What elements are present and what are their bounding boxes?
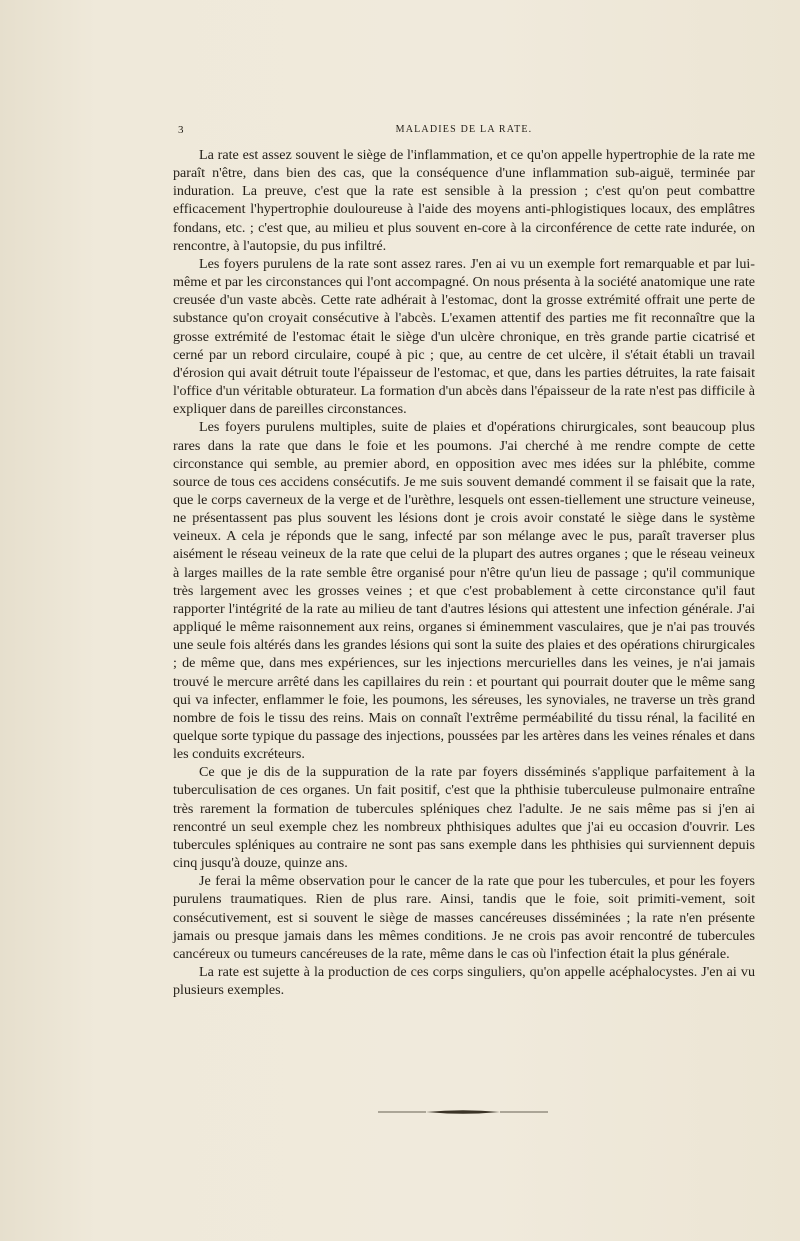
page-number: 3	[178, 124, 184, 136]
paragraph-cancer: Je ferai la même observation pour le cancer de la rate que pour les tubercules, et pour les foyers purulens traumatiques. Rien de plus rare. Ainsi, tandis que le foie, soit primiti-vement, soit consécutivement, est si souvent le siège de masses cancéreuses disséminées ; la rate n'en présente jamais ou presque jamais dans les mêmes conditions. Je ne crois pas avoir rencontré de tubercules cancéreux ou tumeurs cancéreuses de la rate, même dans le cas où l'infection était la plus générale.	[173, 873, 755, 962]
page-header	[178, 124, 750, 140]
section-end-rule	[378, 1109, 548, 1115]
paragraph-foyers-multiples: Les foyers purulens multiples, suite de plaies et d'opérations chirurgicales, sont beaucoup plus rares dans la rate que dans le foie et les poumons. J'ai cherché à me rendre compte de cette circonstance qui semble, au premier abord, en opposition avec mes idées sur la phlébite, comme source de tous ces accidens consécutifs. Je me suis souvent demandé comment il se faisait que la rate, que le corps caverneux de la verge et de l'urèthre, lesquels ont essen-tiellement une structure veineuse, ne présentassent pas plus souvent les lésions dont je crois avoir constaté le siège dans le système veineux. A cela je réponds que le sang, infecté par son mélange avec le pus, paraît traverser plus aisément le réseau veineux de la rate que celui de la plupart des autres organes ; que le réseau veineux à larges mailles de la rate semble être organisé pour n'être qu'un lieu de passage ; qu'il communique très largement avec les grosses veines ; et que c'est probablement à cette circonstance qu'il faut rapporter l'intégrité de la rate au milieu de tant d'autres lésions qui attestent une infection générale. J'ai appliqué le même raisonnement aux reins, organes si éminemment vasculaires, que je n'ai pas trouvés une seule fois altérés dans les grandes lésions qui sont la suite des plaies et des opérations chirurgicales ; de même que, dans mes expériences, sur les injections mercurielles dans les veines, je n'ai jamais trouvé le mercure arrêté dans les capillaires du rein : et pourtant qui pourrait douter que le même sang qui va infecter, enflammer le foie, les poumons, les séreuses, les synoviales, ne traverse un très grand nombre de fois le tissu des reins. Mais on connaît l'extrême perméabilité du tissu rénal, la facilité en quelque sorte typique du passage des injections, poussées par les artères dans les veines rénales et dans les conduits excréteurs.	[173, 419, 755, 763]
paragraph-inflammation: La rate est assez souvent le siège de l'inflammation, et ce qu'on appelle hypertrophie de la rate me paraît n'être, dans bien des cas, que la conséquence d'une inflammation sub-aiguë, terminée par induration. La preuve, c'est que la rate est sensible à la pression ; c'est qu'on peut combattre efficacement l'hypertrophie douloureuse à l'aide des moyens anti-phlogistiques locaux, des emplâtres fondans, etc. ; c'est que, au milieu et plus souvent en-core à la circonférence de cette rate indurée, on rencontre, à l'autopsie, du pus infiltré.	[173, 147, 755, 254]
running-head: MALADIES DE LA RATE.	[395, 124, 533, 135]
paragraph-tuberculisation: Ce que je dis de la suppuration de la rate par foyers disséminés s'applique parfaitement à la tuberculisation de ces organes. Un fait positif, c'est que la phthisie tuberculeuse pulmonaire entraîne très rarement la formation de tubercules spléniques chez l'adulte. Je ne sais même pas si j'en ai rencontré un seul exemple chez les nombreux phthisiques adultes que j'ai eu occasion d'ouvrir. Les tubercules spléniques au contraire ne sont pas sans exemple dans les phthisies qui surviennent depuis cinq jusqu'à douze, quinze ans.	[173, 764, 755, 872]
body-text	[173, 146, 755, 999]
paragraph-foyers-purulens: Les foyers purulens de la rate sont assez rares. J'en ai vu un exemple fort remarquable et par lui-même et par les circonstances qui l'ont accompagné. On nous présenta à la société anatomique une rate creusée d'un vaste abcès. Cette rate adhérait à l'estomac, dont la grosse extrémité offrait une perte de substance qu'on croyait consécutive à l'abcès. L'examen attentif des parties me fit reconnaître que la grosse extrémité de l'estomac était le siège d'un ulcère chronique, en très grande partie cicatrisé et cerné par un rebord circulaire, coupé à pic ; que, au centre de cet ulcère, il s'était établi un travail d'érosion qui avait détruit toute l'épaisseur de l'estomac, et que, dans les parties détruites, la rate faisait l'office d'un véritable obturateur. La formation d'un abcès dans l'épaisseur de la rate n'est pas difficile à expliquer dans de pareilles circonstances.	[173, 255, 755, 418]
paragraph-acephalocystes: La rate est sujette à la production de ces corps singuliers, qu'on appelle acéphalocystes. J'en ai vu plusieurs exemples.	[173, 964, 755, 999]
